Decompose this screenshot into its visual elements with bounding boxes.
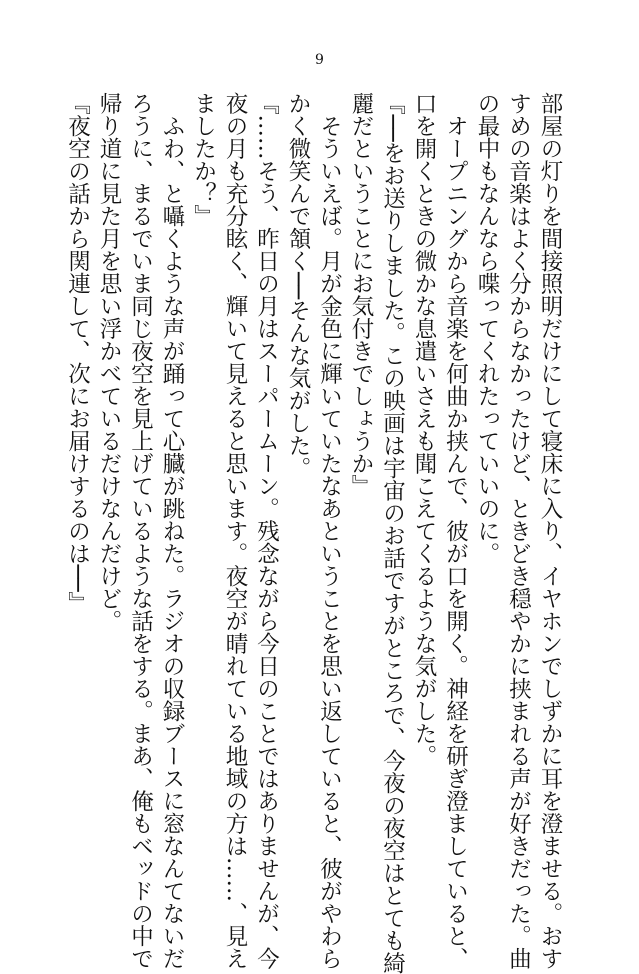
text-line: かく微笑んで頷く──そんな気がした。: [285, 92, 311, 480]
text-line: の最中もなんなら喋ってくれたっていいのに。: [474, 92, 500, 565]
text-line: 帰り道に見た月を思い浮かべているだけなんだけど。: [96, 92, 122, 632]
text-line: ろうに、まるでいま同じ夜空を見上げているような話をする。まあ、俺もベッドの中で: [127, 92, 154, 970]
text-line: オープニングから音楽を何曲か挟んで、彼が口を開く。神経を研ぎ澄ましていると、: [442, 92, 469, 970]
text-line: 夜の月も充分眩く、輝いて見えると思います。夜空が晴れている地域の方は……、見え: [222, 92, 248, 970]
text-line: ましたか？』: [190, 92, 217, 227]
text-line: そういえば。月が金色に輝いていたなあということを思い返していると、彼がやわら: [316, 92, 343, 970]
text-line: 『……そう、昨日の月はスーパームーン。残念ながら今日のことではありませんが、今: [253, 92, 280, 970]
text-line: 『──をお送りしました。この映画は宇宙のお話ですがところで、今夜の夜空はとても綺: [379, 92, 406, 974]
text-line: ふわ、と囁くような声が踊って心臓が跳ねた。ラジオの収録ブースに窓なんてないだ: [159, 92, 185, 970]
text-line: 麗だということにお気付きでしょうか』: [348, 92, 374, 497]
text-line: 『夜空の話から関連して、次にお届けするのは──』: [64, 92, 91, 615]
text-line: すめの音楽はよく分からなかったけど、ときどき穏やかに挟まれる声が好きだった。曲: [505, 92, 532, 970]
text-line: 部屋の灯りを間接照明だけにして寝床に入り、イヤホンでしずかに耳を澄ませる。おす: [537, 92, 563, 970]
text-line: 口を開くときの微かな息遣いさえも聞こえてくるような気がした。: [411, 92, 437, 767]
body-text: [61, 92, 565, 974]
page-number: 9: [315, 52, 324, 68]
